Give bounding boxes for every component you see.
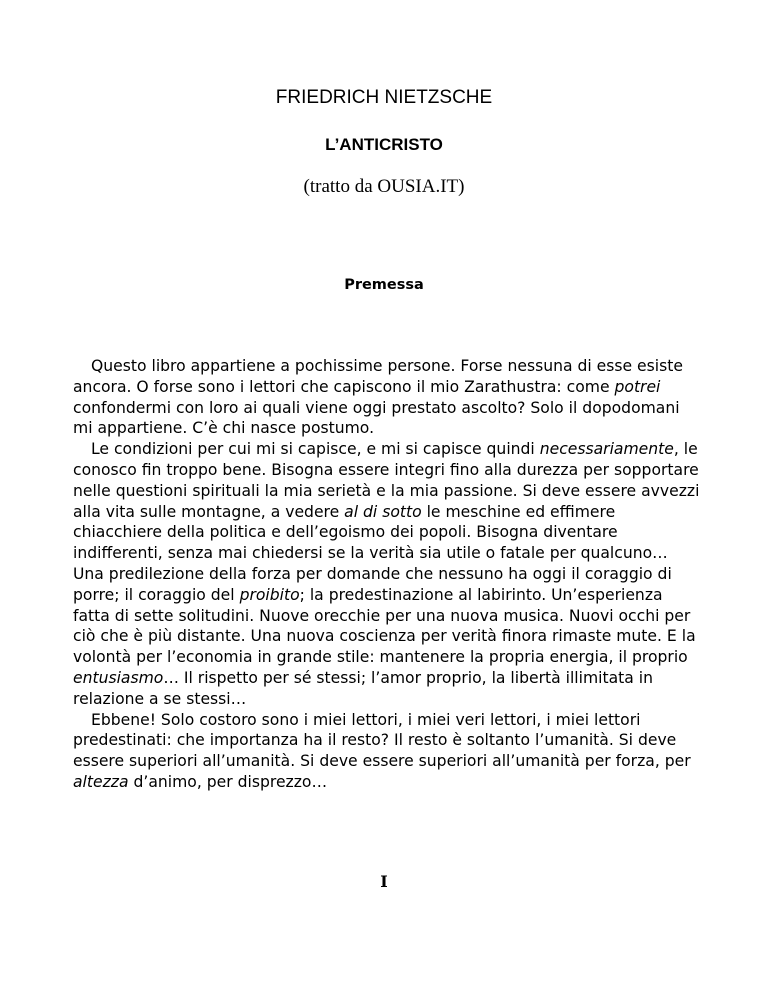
text-run: le meschine ed effimere chiacchiere della politica e dell’egoismo dei popoli. Bisogna diventare indifferenti, senza mai chiedersi se la verità sia utile o fatale per qualcuno… Una predilezione della forza per domande che nessuno ha oggi il coraggio di porre; il coraggio del bbox=[73, 502, 672, 604]
body-paragraph bbox=[73, 356, 703, 439]
body-text bbox=[73, 356, 703, 793]
text-run: d’animo, per disprezzo… bbox=[128, 772, 328, 791]
emphasis-text: altezza bbox=[73, 772, 129, 791]
body-paragraph bbox=[73, 710, 703, 793]
emphasis-text: proibito bbox=[239, 585, 300, 604]
chapter-number: I bbox=[380, 872, 388, 891]
emphasis-text: al di sotto bbox=[344, 502, 422, 521]
emphasis-text: necessariamente bbox=[539, 440, 674, 459]
author-name: FRIEDRICH NIETZSCHE bbox=[275, 87, 493, 108]
text-run: … Il rispetto per sé stessi; l’amor proprio, la libertà illimitata in relazione a se stessi… bbox=[73, 668, 653, 708]
emphasis-text: entusiasmo bbox=[73, 668, 164, 687]
text-run: , le conosco fin troppo bene. Bisogna essere integri fino alla durezza per sopportare nelle questioni spirituali la mia serietà e la mia passione. Si deve essere avvezzi alla vita sulle montagne, a vedere bbox=[73, 440, 700, 521]
text-run: Ebbene! Solo costoro sono i miei lettori, i miei veri lettori, i miei lettori predestinati: che importanza ha il resto? Il resto è soltanto l’umanità. Si deve essere superiori all’umanità. Si deve essere superiori all’umanità per forza, per bbox=[73, 710, 691, 771]
text-run: Questo libro appartiene a pochissime persone. Forse nessuna di esse esiste ancora. O forse sono i lettori che capiscono il mio Zarathustra: come bbox=[73, 357, 683, 396]
text-run: Le condizioni per cui mi si capisce, e mi si capisce quindi bbox=[91, 440, 540, 459]
body-paragraph bbox=[73, 439, 703, 709]
section-heading: Premessa bbox=[344, 277, 424, 293]
text-run: confondermi con loro ai quali viene oggi prestato ascolto? Solo il dopodomani mi appartiene. C’è chi nasce postumo. bbox=[73, 398, 680, 438]
emphasis-text: potrei bbox=[614, 377, 661, 396]
book-title: L’ANTICRISTO bbox=[325, 135, 443, 154]
source-note: (tratto da OUSIA.IT) bbox=[303, 176, 465, 197]
text-run: ; la predestinazione al labirinto. Un’esperienza fatta di sette solitudini. Nuove orecchie per una nuova musica. Nuovi occhi per ciò che è più distante. Una nuova coscienza per verità finora rimaste mute. E la volontà per l’economia in grande stile: mantenere la propria energia, il proprio bbox=[73, 585, 696, 667]
